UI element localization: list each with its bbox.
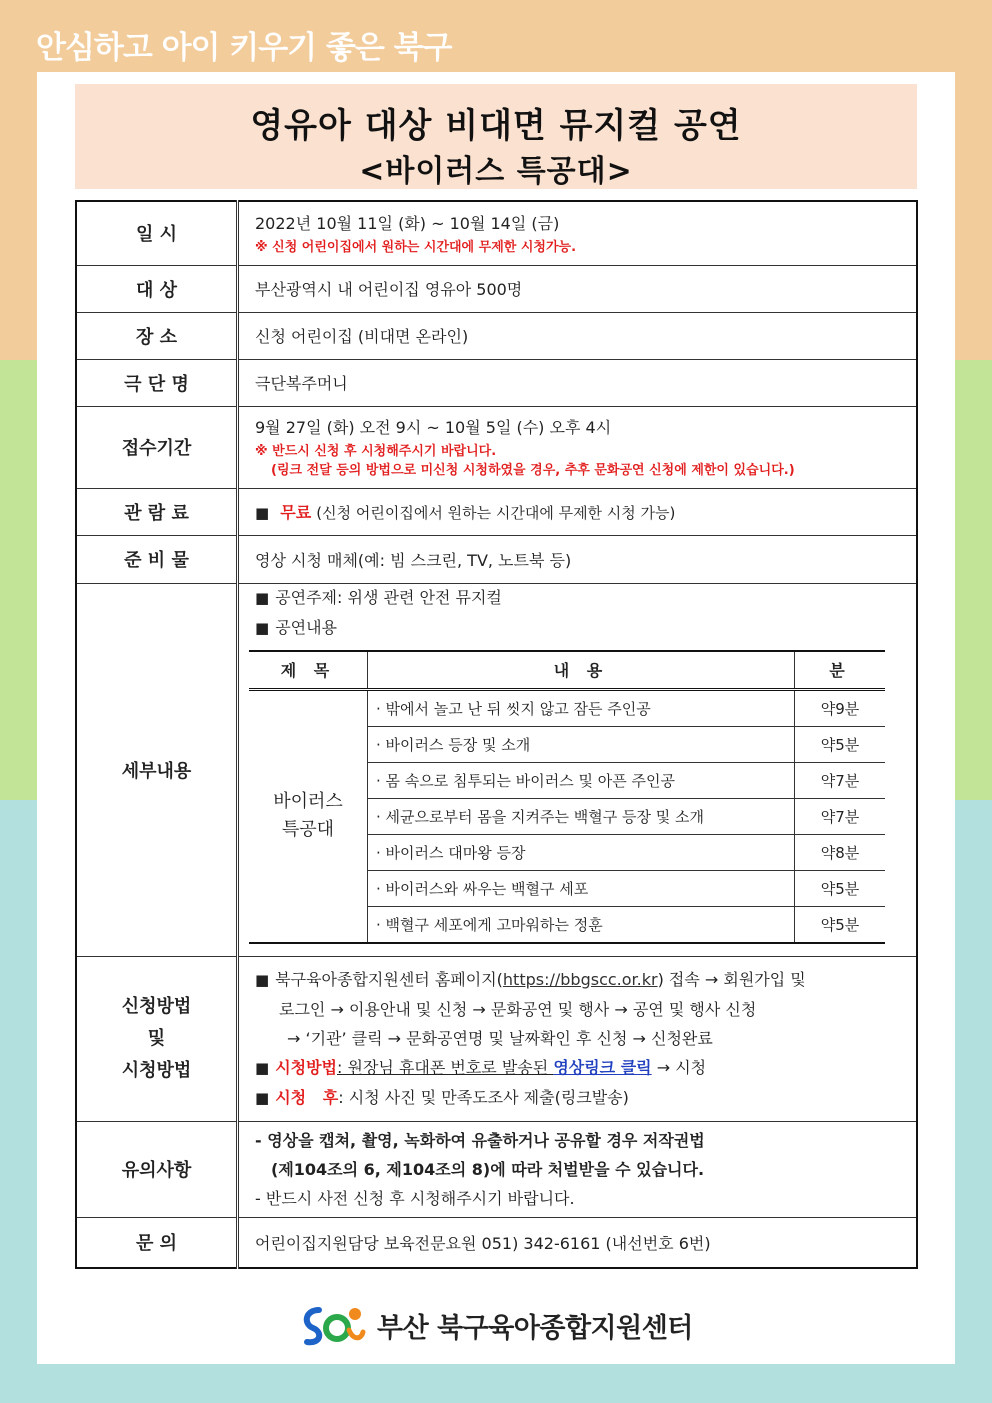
label-caution: 유의사항	[76, 1121, 238, 1217]
watch-end: → 시청	[651, 1057, 707, 1077]
bullet-square: ■	[255, 1088, 270, 1107]
prep-text: 영상 시청 매체(예: 빔 스크린, TV, 노트북 등)	[238, 535, 918, 583]
title-box	[75, 84, 917, 189]
header-title: 제 목	[249, 651, 368, 690]
scene-text: · 몸 속으로 침투되는 바이러스 및 아픈 주인공	[368, 762, 795, 798]
scene-text: · 바이러스 대마왕 등장	[368, 834, 795, 870]
label-apply-2: 및	[147, 1027, 166, 1049]
label-apply-3: 시청방법	[121, 1059, 192, 1081]
scene-text: · 세균으로부터 몸을 지켜주는 백혈구 등장 및 소개	[368, 798, 795, 834]
bullet-square: ■	[255, 970, 270, 989]
label-date: 일 시	[76, 201, 238, 265]
show-title	[249, 689, 368, 943]
show-title-line-1: 바이러스	[273, 791, 343, 812]
title-sub: <바이러스 특공대>	[359, 154, 633, 189]
label-details: 세부내용	[76, 583, 238, 956]
center-logo-icon	[297, 1302, 367, 1348]
scene-minutes: 약5분	[795, 906, 886, 943]
apply-line1b: ) 접속 → 회원가입 및	[657, 969, 806, 989]
period-text: 9월 27일 (화) 오전 9시 ~ 10월 5일 (수) 오후 4시	[255, 418, 612, 437]
label-prep: 준 비 물	[76, 535, 238, 583]
date-text: 2022년 10월 11일 (화) ~ 10월 14일 (금)	[255, 213, 560, 233]
label-place: 장 소	[76, 312, 238, 359]
details-content: 공연내용	[275, 617, 338, 637]
show-title-line-2: 특공대	[281, 819, 335, 840]
scene-minutes: 약9분	[795, 689, 886, 726]
caution-line-2: (제104조의 6, 제104조의 8)에 따라 처벌받을 수 있습니다.	[271, 1159, 705, 1179]
details-theme: 공연주제: 위생 관련 안전 뮤지컬	[275, 587, 502, 607]
scene-minutes: 약7분	[795, 798, 886, 834]
period-note-1: ※ 반드시 신청 후 시청해주시기 바랍니다.	[255, 444, 497, 459]
scene-minutes: 약5분	[795, 726, 886, 762]
after-text: : 시청 사진 및 만족도조사 제출(링크발송)	[338, 1087, 629, 1107]
label-apply-1: 신청방법	[121, 995, 192, 1017]
caution-line-3: - 반드시 사전 신청 후 시청해주시기 바랍니다.	[255, 1188, 575, 1208]
homepage-link[interactable]: https://bbgscc.or.kr	[502, 969, 658, 989]
footer-org-name: 부산 북구육아종합지원센터	[377, 1312, 693, 1344]
period-note-2: (링크 전달 등의 방법으로 미신청 시청하였을 경우, 추후 문화공연 신청에 제한이 있습니다.)	[271, 463, 795, 478]
apply-line3: → ‘기관’ 클릭 → 문화공연명 및 날짜확인 후 신청 → 신청완료	[287, 1028, 713, 1048]
label-fee: 관 람 료	[76, 488, 238, 535]
bullet-square: ■	[255, 588, 270, 607]
scene-minutes: 약8분	[795, 834, 886, 870]
bullet-square: ■	[255, 1058, 270, 1077]
info-table	[75, 200, 918, 1269]
watch-text: : 원장님 휴대폰 번호로 발송된	[337, 1057, 554, 1077]
bullet-square: ■	[255, 504, 270, 522]
scene-text: · 바이러스와 싸우는 백혈구 세포	[368, 870, 795, 906]
scene-text: · 바이러스 등장 및 소개	[368, 726, 795, 762]
video-link[interactable]: 영상링크 클릭	[553, 1057, 652, 1077]
label-contact: 문 의	[76, 1217, 238, 1268]
title-main: 영유아 대상 비대면 뮤지컬 공연	[250, 106, 742, 146]
scene-text: · 백혈구 세포에게 고마워하는 정훈	[368, 906, 795, 943]
header-content: 내 용	[368, 651, 795, 690]
paper	[37, 72, 955, 1364]
after-label: 시청 후	[275, 1087, 339, 1107]
fee-free: 무료	[280, 503, 312, 522]
label-target: 대 상	[76, 265, 238, 312]
header-minutes: 분	[795, 651, 886, 690]
scene-minutes: 약5분	[795, 870, 886, 906]
bullet-square: ■	[255, 618, 270, 637]
top-banner: 안심하고 아이 키우기 좋은 북구	[36, 30, 452, 66]
footer	[297, 1300, 693, 1350]
fee-text: (신청 어린이집에서 원하는 시간대에 무제한 시청 가능)	[316, 504, 676, 522]
label-period: 접수기간	[76, 406, 238, 488]
date-note: ※ 신청 어린이집에서 원하는 시간대에 무제한 시청가능.	[255, 239, 577, 255]
target-text: 부산광역시 내 어린이집 영유아 500명	[238, 265, 918, 312]
program-table	[249, 650, 885, 944]
scene-minutes: 약7분	[795, 762, 886, 798]
place-text: 신청 어린이집 (비대면 온라인)	[238, 312, 918, 359]
label-apply	[76, 956, 238, 1121]
apply-line1a: 북구육아종합지원센터 홈페이지(	[275, 969, 503, 989]
caution-line-1: - 영상을 캡쳐, 촬영, 녹화하여 유출하거나 공유할 경우 저작권법	[255, 1130, 705, 1150]
apply-line2: 로그인 → 이용안내 및 신청 → 문화공연 및 행사 → 공연 및 행사 신청	[279, 999, 757, 1019]
contact-text: 어린이집지원담당 보육전문요원 051) 342-6161 (내선번호 6번)	[238, 1217, 918, 1268]
watch-label: 시청방법	[275, 1057, 338, 1077]
label-troupe: 극 단 명	[76, 359, 238, 406]
scene-text: · 밖에서 놀고 난 뒤 씻지 않고 잠든 주인공	[368, 689, 795, 726]
troupe-text: 극단복주머니	[238, 359, 918, 406]
